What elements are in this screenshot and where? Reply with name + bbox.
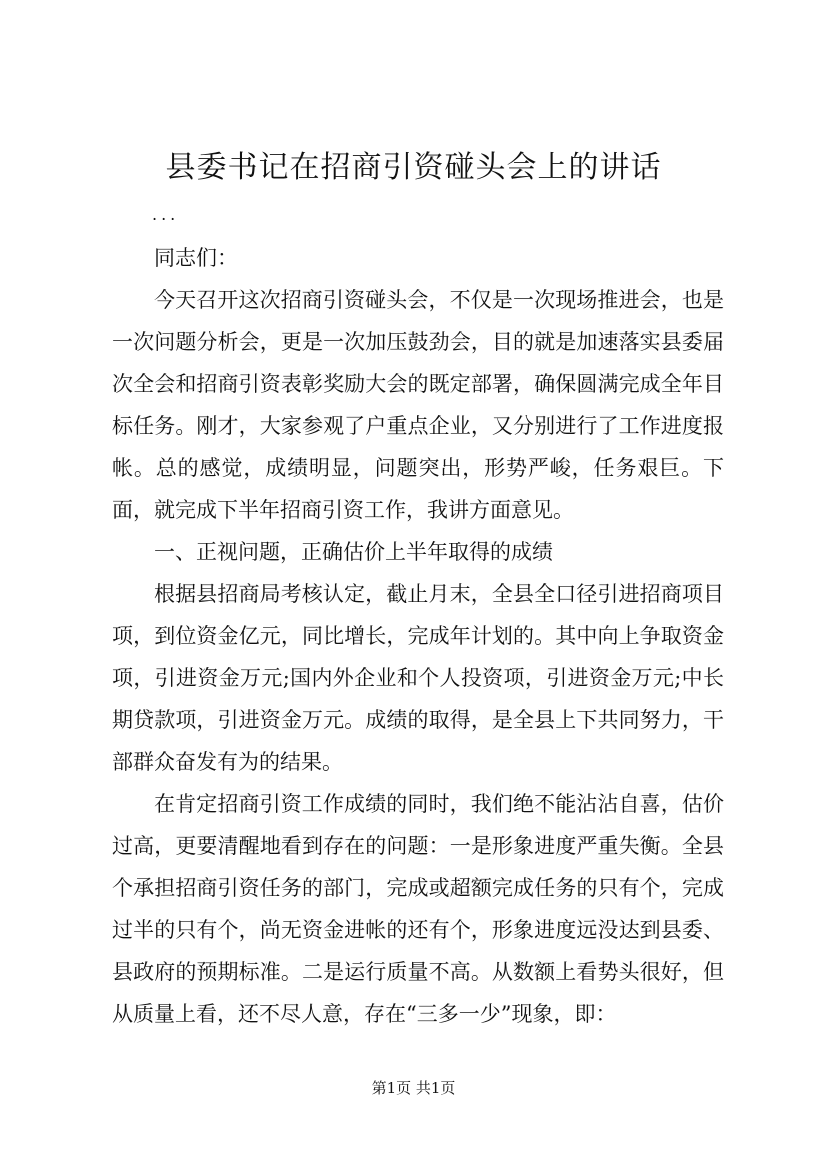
document-title: 县委书记在招商引资碰头会上的讲话: [165, 150, 662, 185]
body-paragraph: 在肯定招商引资工作成绩的同时，我们绝不能沾沾自喜，估价过高，更要清醒地看到存在的问题：一是形象进度严重失衡。全县个承担招商引资任务的部门，完成或超额完成任务的只有个，完成过半的只有个，尚无资金进帐的还有个，形象进度远没达到县委、县政府的预期标准。二是运行质量不高。从数额上看势头很好，但从质量上看，还不尽人意，存在“三多一少”现象，即：: [112, 792, 724, 1026]
salutation-paragraph: 同志们：: [154, 246, 238, 270]
document-body: [112, 237, 724, 1035]
body-paragraph: 根据县招商局考核认定，截止月末，全县全口径引进招商项目项，到位资金亿元，同比增长，完成年计划的。其中向上争取资金项，引进资金万元;国内外企业和个人投资项，引进资金万元;中长期贷款项，引进资金万元。成绩的取得，是全县上下共同努力，干部群众奋发有为的结果。: [112, 582, 724, 774]
page-footer: 第1页 共1页: [371, 1079, 456, 1097]
body-paragraph: 今天召开这次招商引资碰头会，不仅是一次现场推进会，也是一次问题分析会，更是一次加压鼓劲会，目的就是加速落实县委届次全会和招商引资表彰奖励大会的既定部署，确保圆满完成全年目标任务。刚才，大家参观了户重点企业，又分别进行了工作进度报帐。总的感觉，成绩明显，问题突出，形势严峻，任务艰巨。下面，就完成下半年招商引资工作，我讲方面意见。: [112, 288, 724, 522]
ellipsis-marker: ...: [152, 205, 180, 224]
section-heading: 一、正视问题，正确估价上半年取得的成绩: [154, 540, 553, 564]
